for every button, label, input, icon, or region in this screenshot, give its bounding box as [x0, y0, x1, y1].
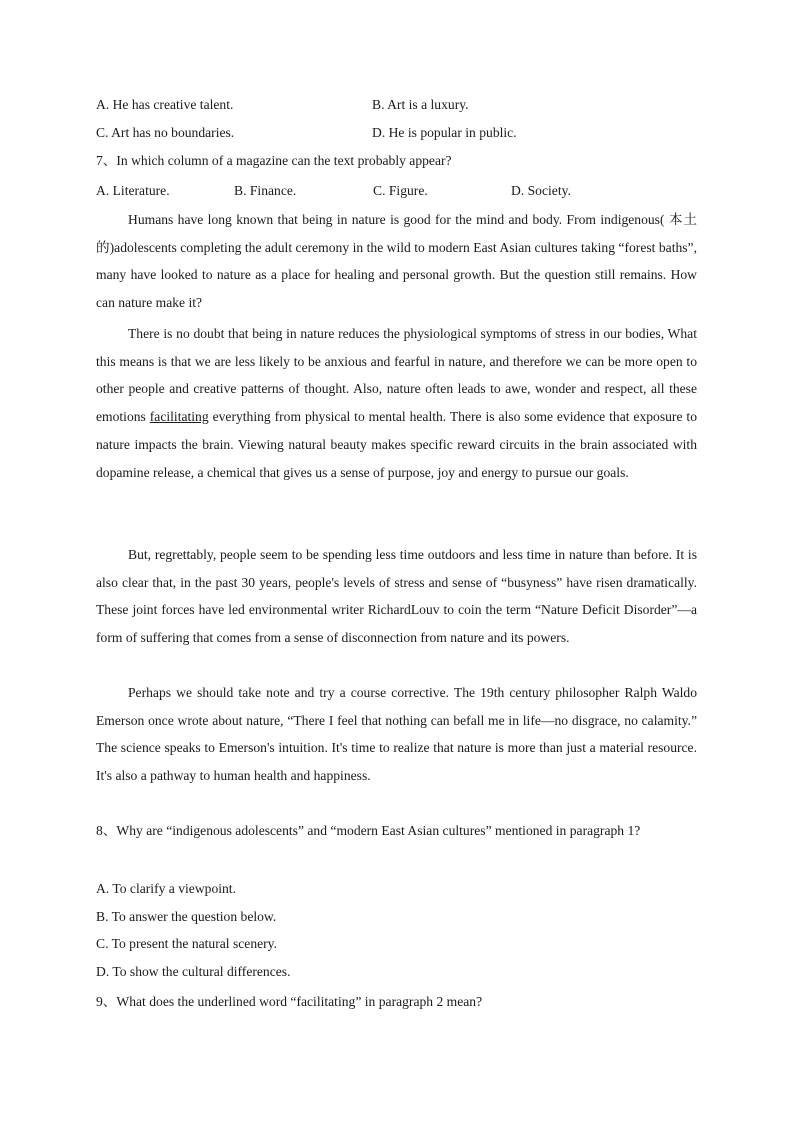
q6-option-b: B. Art is a luxury.	[372, 97, 469, 112]
passage-paragraph-4: Perhaps we should take note and try a course corrective. The 19th century philosopher Ralph Waldo Emerson once wrote about nature, “There I feel that nothing can befall me in life—no disgrace, no calamity.” The science speaks to Emerson's intuition. It's time to realize that nature is more than just a material resource. It's also a pathway to human health and happiness.	[96, 685, 697, 784]
q7-option-a: A. Literature.	[96, 183, 170, 198]
underlined-word: facilitating	[149, 409, 209, 425]
q7-question: 7、In which column of a magazine can the text probably appear?	[96, 153, 452, 168]
q7-option-d: D. Society.	[511, 183, 571, 198]
paragraph-2-text-start: There is no doubt that being in nature reduces the physiological symptoms of stress in our bodies, What this means is that we are less likely to be anxious and fearful in nature, and therefore we can be more open to other people and creative patterns of thought. Also, nature often leads to awe, wonder and respect, all these emotions	[96, 326, 697, 425]
passage-paragraph-2	[96, 320, 697, 486]
q8-option-a: A. To clarify a viewpoint.	[96, 881, 236, 896]
q6-option-a: A. He has creative talent.	[96, 97, 234, 112]
q8-option-c: C. To present the natural scenery.	[96, 936, 277, 951]
paragraph-2-text-end: everything from physical to mental health. There is also some evidence that exposure to nature impacts the brain. Viewing natural beauty makes specific reward circuits in the brain associated with dopamine release, a chemical that gives us a sense of purpose, joy and energy to pursue our goals.	[96, 409, 697, 480]
q8-option-d: D. To show the cultural differences.	[96, 964, 291, 979]
q6-option-d: D. He is popular in public.	[372, 125, 517, 140]
q7-option-c: C. Figure.	[373, 183, 428, 198]
q7-option-b: B. Finance.	[234, 183, 297, 198]
q8-question: 8、Why are “indigenous adolescents” and “modern East Asian cultures” mentioned in paragraph 1?	[96, 823, 641, 838]
q9-question: 9、What does the underlined word “facilitating” in paragraph 2 mean?	[96, 994, 483, 1009]
passage-paragraph-3: But, regrettably, people seem to be spending less time outdoors and less time in nature than before. It is also clear that, in the past 30 years, people's levels of stress and sense of “busyness” have risen dramatically. These joint forces have led environmental writer RichardLouv to coin the term “Nature Deficit Disorder”—a form of suffering that comes from a sense of disconnection from nature and its powers.	[96, 547, 697, 646]
q6-option-c: C. Art has no boundaries.	[96, 125, 235, 140]
q8-option-b: B. To answer the question below.	[96, 909, 277, 924]
passage-paragraph-1: Humans have long known that being in nature is good for the mind and body. From indigenous( 本土的)adolescents completing the adult ceremony in the wild to modern East Asian cultures taking “forest baths”, many have looked to nature as a place for healing and personal growth. But the question still remains. How can nature make it?	[96, 212, 697, 311]
